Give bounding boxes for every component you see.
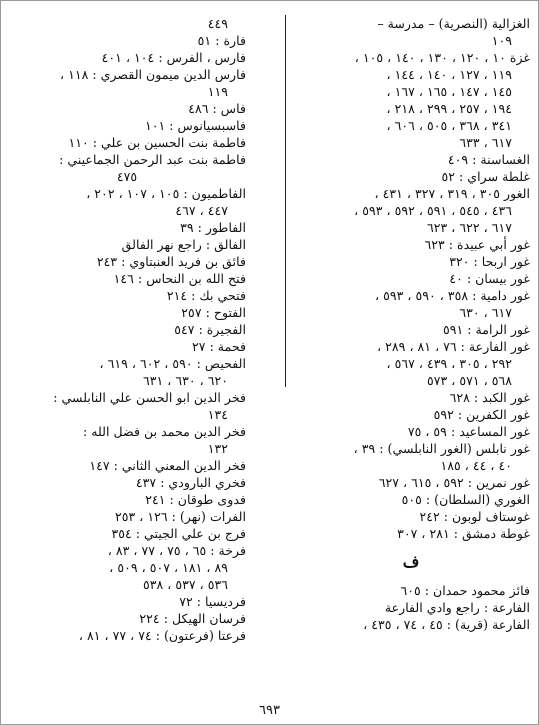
index-entry-line: غور الرامة : ٥٩١ xyxy=(442,322,530,337)
index-entry-line: الغساسنة : ٤٠٩ xyxy=(447,152,530,167)
index-entry-line: فدوى طوقان : ٢٤١ xyxy=(145,492,246,507)
index-entry-line: فاطمة بنت عبد الرحمن الجماعيني : xyxy=(59,152,246,167)
index-entry-line: ١٠٩ xyxy=(491,33,512,48)
section-heading: ف xyxy=(402,552,420,571)
index-entry-line: ٢٩٢ ، ٣٠٥ ، ٤٣٩ ، ٥٦٧ ، xyxy=(386,356,512,371)
index-entry-line: الفاطور : ٣٩ xyxy=(180,220,246,235)
index-entry-line: ٤٤٧ ، ٤٦٧ xyxy=(175,203,228,218)
index-entry-line: غلطة سراي : ٥٢ xyxy=(441,169,530,184)
left-column xyxy=(8,15,246,644)
index-entry-line: ٤٠ ، ٤٤ ، ١٨٥ xyxy=(440,458,512,473)
index-entry-line: الغور ٣٠٥ ، ٣١٩ ، ٣٢٧ ، ٤٣١ ، xyxy=(374,186,530,201)
index-entry-line: الفرات (نهر) : ١٢٦ ، ٢٥٣ xyxy=(114,509,246,524)
index-entry-line: غور نابلس (الغور النابلسي) : ٣٩ ، xyxy=(353,441,530,456)
index-entry-line: فائز محمود حمدان : ٦٠٥ xyxy=(400,583,530,598)
index-entry-line: فاس : ٤٨٦ xyxy=(188,101,246,116)
index-entry-line: فرج بن علي الجيتي : ٣٥٤ xyxy=(111,526,246,541)
page-number: ٦٩٣ xyxy=(259,703,280,718)
index-entry-line: غور اربحا : ٣٢٠ xyxy=(449,254,530,269)
index-entry-line: ٣٤١ ، ٣٦٨ ، ٥٠٥ ، ٦٠٦ ، xyxy=(386,118,512,133)
index-entry-line: غور الفارعة : ٧٦ ، ٨١ ، ٢٨٩ ، xyxy=(377,339,530,354)
index-entry-line: ٦٢٠ ، ٦٣٠ ، ٦٣١ xyxy=(142,373,228,388)
index-entry-line: غور دامية : ٣٥٨ ، ٥٩٠ ، ٥٩٣ ، xyxy=(375,288,530,303)
index-entry-line: غوطة دمشق : ٢٨١ ، ٣٠٧ xyxy=(397,526,530,541)
index-entry-line: فاطمة بنت الحسين بن علي : ١١٠ xyxy=(68,135,246,150)
index-entry-line: فخري البارودي : ٤٣٧ xyxy=(135,475,246,490)
index-entry-line: ٨٩ ، ١٨١ ، ٥٠٧ ، ٥٠٩ ، xyxy=(109,560,228,575)
index-entry-line: غزة ١٠ ، ١٢٠ ، ١٣٠ ، ١٤٠ ، ١٠٥ ، xyxy=(354,50,530,65)
index-entry-line: فارس ، الفرس : ١٠٤ ، ٤٠١ xyxy=(101,50,246,65)
index-entry-line: ٦١٧ ، ٦٣٠ xyxy=(459,305,512,320)
index-entry-line: فارة : ٥١ xyxy=(197,33,246,48)
index-entry-line: غور الكبد : ٦٢٨ xyxy=(449,390,530,405)
index-entry-line: فرديسيا : ٧٢ xyxy=(179,594,246,609)
index-entry-line: الفارعة : راجع وادي الفارعة xyxy=(384,600,530,615)
index-entry-line: ١١٩ ، ١٢٧ ، ١٤٠ ، ١٤٤ ، xyxy=(386,67,512,82)
index-entry-line: ٤٤٩ xyxy=(207,16,228,31)
right-column xyxy=(292,15,530,633)
index-entry-line: الفحيص : ٥٩٠ ، ٦٠٢ ، ٦١٩ ، xyxy=(99,356,246,371)
index-entry-line: ٦١٧ ، ٦٣٣ xyxy=(459,135,512,150)
index-entry-line: غور بيسان : ٤٠ xyxy=(449,271,530,286)
index-entry-line: فارس الدين ميمون القصري : ١١٨ ، xyxy=(60,67,246,82)
index-entry-line: ١٣٤ xyxy=(207,407,228,422)
index-entry-line: غوستاف لوبون : ٢٤٢ xyxy=(419,509,530,524)
index-entry-line: فرعتا (فرعتون) : ٧٤ ، ٧٧ ، ٨١ ، xyxy=(78,628,246,643)
index-entry-line: غور نمرين : ٥٩٢ ، ٦١٥ ، ٦٢٧ xyxy=(378,475,530,490)
index-entry-line: الفجيرة : ٥٤٧ xyxy=(174,322,246,337)
index-entry-line: فرخة : ٦٥ ، ٧٥ ، ٧٧ ، ٨٣ ، xyxy=(107,543,246,558)
index-entry-line: ٥٣٦ ، ٥٣٧ ، ٥٣٨ xyxy=(142,577,228,592)
index-entry-line: فخر الدين ابو الحسن علي النابلسي : xyxy=(53,390,246,405)
index-entry-line: فتحي بك : ٢١٤ xyxy=(166,288,246,303)
index-entry-line: غور أبي عبيدة : ٦٢٣ xyxy=(424,237,530,252)
spacer xyxy=(292,542,530,550)
column-divider xyxy=(285,15,286,387)
index-entry-line: غور الكفرين : ٥٩٢ xyxy=(433,407,530,422)
index-entry-line: ٥٦٨ ، ٥٧١ ، ٥٧٣ xyxy=(426,373,512,388)
index-entry-line: ١٤٥ ، ١٤٧ ، ١٦٥ ، ١٦٧ ، xyxy=(386,84,512,99)
index-entry-line: فحمة : ٢٧ xyxy=(192,339,246,354)
index-entry-line: الغزالية (النصرية) – مدرسة – xyxy=(377,16,530,31)
index-entry-line: ٦١٧ ، ٦٢٢ ، ٦٢٣ xyxy=(426,220,512,235)
index-entry-line: فائق بن فريد العنبتاوي : ٢٤٣ xyxy=(96,254,246,269)
index-entry-line: فتح الله بن النحاس : ١٤٦ xyxy=(113,271,246,286)
index-entry-line: ١٣٢ xyxy=(207,441,228,456)
index-entry-line: ٤٣٦ ، ٥٤٥ ، ٥٩١ ، ٥٩٢ ، ٥٩٣ ، xyxy=(354,203,512,218)
index-entry-line: ١١٩ xyxy=(207,84,228,99)
index-entry-line: فخر الدين محمد بن فضل الله : xyxy=(83,424,246,439)
index-entry-line: ١٩٤ ، ٢٥٧ ، ٢٩٩ ، ٢١٨ ، xyxy=(386,101,512,116)
index-entry-line: الغوري (السلطان) : ٥٠٥ xyxy=(401,492,530,507)
spacer xyxy=(292,574,530,582)
index-entry-line: فخر الدين المعني الثاني : ١٤٧ xyxy=(89,458,246,473)
index-entry-line: فاسبسيانوس : ١٠١ xyxy=(144,118,246,133)
index-entry-line: الفتوح : ٢٥٧ xyxy=(181,305,246,320)
index-entry-line: الفالق : راجع نهر الفالق xyxy=(121,237,246,252)
index-entry-line: فرسان الهيكل : ٢٢٤ xyxy=(139,611,246,626)
index-entry-line: الفارعة (قرية) : ٤٥ ، ٧٤ ، ٤٣٥ ، xyxy=(363,617,530,632)
index-entry-line: ٤٧٥ xyxy=(116,169,138,184)
index-entry-line: الفاطميون : ١٠٥ ، ١٠٧ ، ٢٠٢ ، xyxy=(86,186,246,201)
index-entry-line: غور المساعيد : ٥٩ ، ٧٥ xyxy=(407,424,530,439)
